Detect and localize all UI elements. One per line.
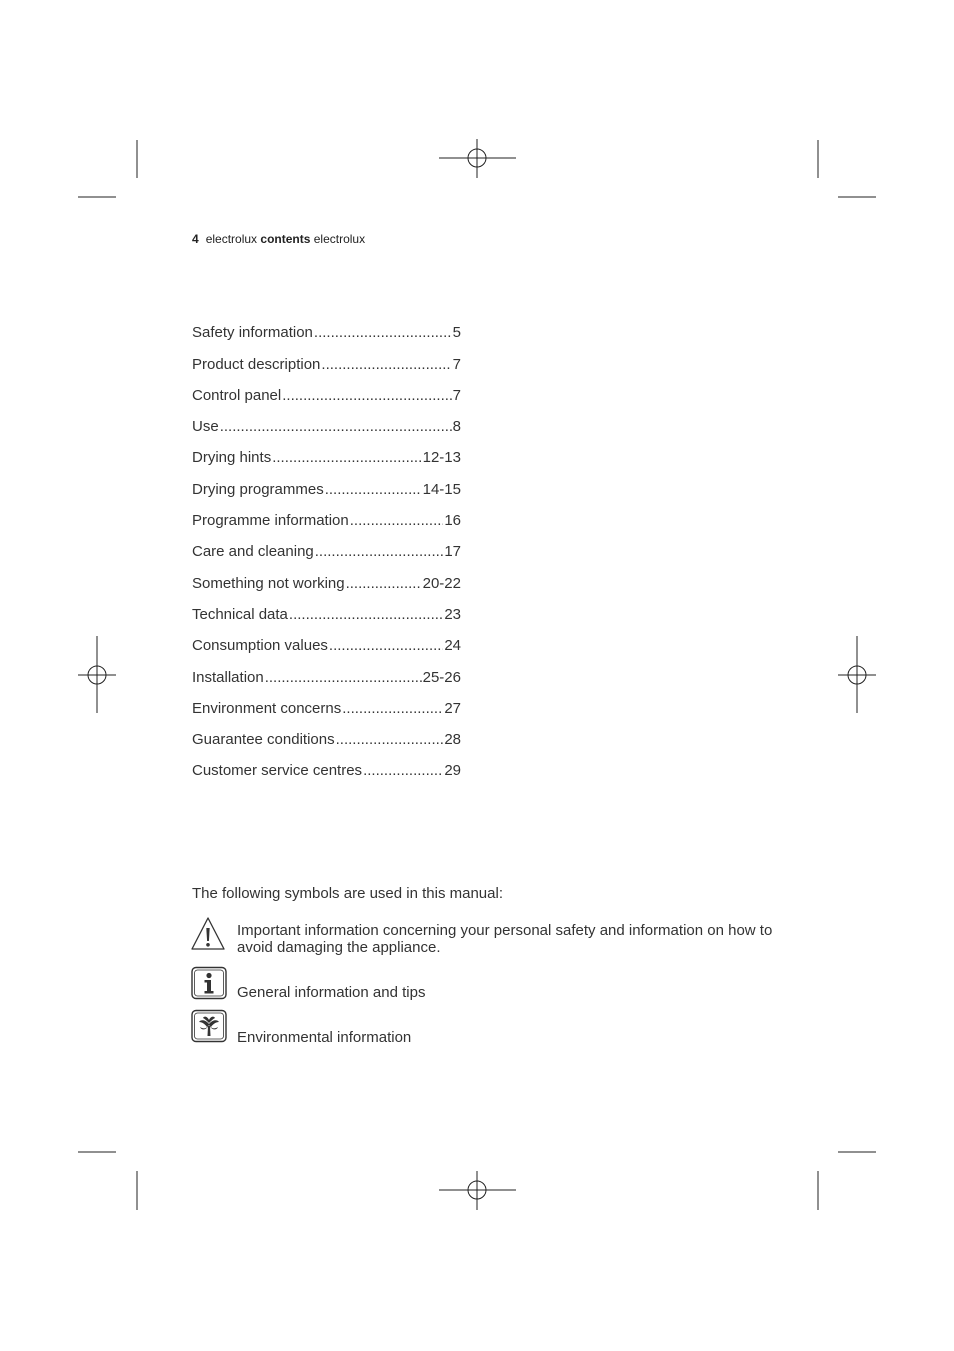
toc-entry-title: Something not working xyxy=(192,574,345,592)
toc-leader-dots xyxy=(336,730,444,750)
toc-entry-page: 24 xyxy=(444,637,461,655)
toc-entry-page: 23 xyxy=(444,605,461,623)
warning-symbol-text: Important information concerning your personal safety and information on how to avoid damaging the appliance. xyxy=(237,922,773,956)
toc-leader-dots xyxy=(329,636,443,656)
section-title: contents xyxy=(260,232,311,246)
toc-entry-page: 17 xyxy=(444,543,461,561)
toc-entry[interactable] xyxy=(192,719,461,750)
toc-entry-page: 28 xyxy=(444,731,461,749)
running-header xyxy=(192,232,365,246)
toc-entry-title: Use xyxy=(192,418,219,436)
warning-triangle-icon xyxy=(190,916,226,952)
toc-entry-page: 20-22 xyxy=(422,574,461,592)
toc-entry[interactable] xyxy=(192,531,461,562)
toc-entry-page: 7 xyxy=(452,355,461,373)
toc-entry[interactable] xyxy=(192,562,461,593)
toc-entry-title: Consumption values xyxy=(192,637,328,655)
toc-leader-dots xyxy=(363,761,443,781)
symbols-intro: The following symbols are used in this manual: xyxy=(192,885,503,902)
toc-leader-dots xyxy=(315,542,444,562)
brand-right: electrolux xyxy=(313,232,366,246)
toc-entry[interactable] xyxy=(192,343,461,374)
toc-leader-dots xyxy=(265,668,422,688)
toc-entry-title: Drying hints xyxy=(192,449,272,467)
toc-entry-page: 25-26 xyxy=(422,668,461,686)
toc-leader-dots xyxy=(350,511,444,531)
toc-entry[interactable] xyxy=(192,500,461,531)
toc-entry[interactable] xyxy=(192,437,461,468)
toc-entry-title: Customer service centres xyxy=(192,762,363,780)
toc-entry-page: 7 xyxy=(452,386,461,404)
toc-leader-dots xyxy=(342,699,443,719)
toc-leader-dots xyxy=(325,480,422,500)
toc-entry[interactable] xyxy=(192,656,461,687)
toc-entry[interactable] xyxy=(192,688,461,719)
toc-entry-page: 29 xyxy=(444,762,461,780)
toc-entry[interactable] xyxy=(192,750,461,781)
toc-entry-page: 14-15 xyxy=(422,480,461,498)
toc-entry-title: Environment concerns xyxy=(192,699,342,717)
toc-entry[interactable] xyxy=(192,406,461,437)
toc-entry-page: 16 xyxy=(444,512,461,530)
environment-flower-icon xyxy=(190,1009,228,1043)
toc-entry[interactable] xyxy=(192,312,461,343)
toc-entry-title: Drying programmes xyxy=(192,480,324,498)
toc-leader-dots xyxy=(314,323,452,343)
toc-leader-dots xyxy=(346,574,422,594)
page-number: 4 xyxy=(192,232,199,246)
information-icon xyxy=(190,966,228,1000)
toc-entry[interactable] xyxy=(192,594,461,625)
toc-leader-dots xyxy=(220,417,452,437)
toc-entry[interactable] xyxy=(192,375,461,406)
toc-entry-page: 27 xyxy=(444,699,461,717)
toc-entry-title: Programme information xyxy=(192,512,349,530)
toc-entry[interactable] xyxy=(192,625,461,656)
toc-leader-dots xyxy=(289,605,443,625)
brand-left: electrolux xyxy=(205,232,258,246)
toc-leader-dots xyxy=(282,386,451,406)
toc-entry-page: 12-13 xyxy=(422,449,461,467)
toc-leader-dots xyxy=(321,355,451,375)
toc-entry-title: Installation xyxy=(192,668,264,686)
environment-symbol-text: Environmental information xyxy=(237,1029,412,1046)
info-symbol-text: General information and tips xyxy=(237,984,426,1001)
toc-entry-title: Product description xyxy=(192,355,321,373)
toc-entry-title: Control panel xyxy=(192,386,282,404)
toc-entry-page: 8 xyxy=(452,418,461,436)
toc-entry-title: Guarantee conditions xyxy=(192,731,335,749)
toc-entry-title: Safety information xyxy=(192,324,313,342)
toc-entry-title: Technical data xyxy=(192,605,288,623)
toc-entry-page: 5 xyxy=(452,324,461,342)
toc-entry[interactable] xyxy=(192,468,461,499)
toc-leader-dots xyxy=(272,448,421,468)
table-of-contents xyxy=(192,312,461,781)
toc-entry-title: Care and cleaning xyxy=(192,543,314,561)
